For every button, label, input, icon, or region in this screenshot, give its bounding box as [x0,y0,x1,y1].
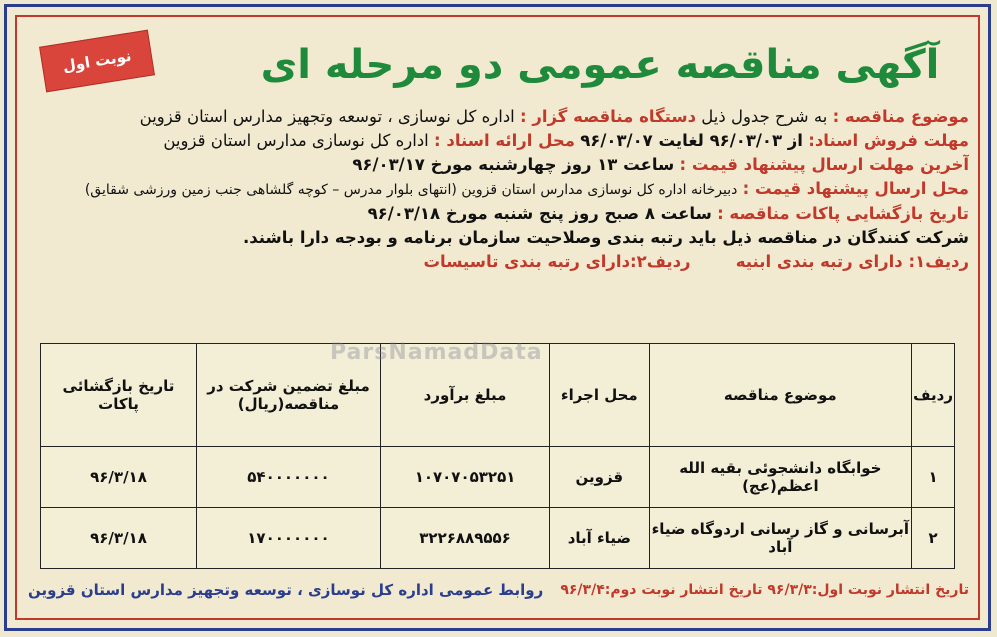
cell-estimate: ۳۲۲۶۸۸۹۵۵۶ [380,508,549,569]
subject-value: به شرح جدول ذیل [701,107,828,126]
opening-date-value: ساعت ۸ صبح روز پنج شنبه مورخ ۹۶/۰۳/۱۸ [367,204,712,223]
publish-dates: تاریخ انتشار نوبت اول:۹۶/۳/۳ تاریخ انتشار نوبت دوم:۹۶/۳/۴ [560,582,969,598]
docs-place-key: محل ارائه اسناد : [434,131,575,150]
organizer-value: اداره کل نوسازی ، توسعه وتجهیز مدارس استان قزوین [139,107,515,126]
rank-requirements [69,250,969,274]
subject-key: موضوع مناقصه : [832,107,969,126]
cell-opening-date: ۹۶/۳/۱۸ [41,508,197,569]
cell-guarantee: ۵۴۰۰۰۰۰۰۰ [196,447,380,508]
eligibility-note: شرکت کنندگان در مناقصه ذیل باید رتبه بندی وصلاحیت سازمان برنامه و بودجه دارا باشند. [242,228,969,247]
col-row-number: ردیف [912,344,955,447]
rank-2: ردیف۲:دارای رتبه بندی تاسیسات [423,252,691,271]
col-guarantee: مبلغ تضمین شرکت در مناقصه(ریال) [196,344,380,447]
table-row [41,447,955,508]
cell-estimate: ۱۰۷۰۷۰۵۳۲۵۱ [380,447,549,508]
submit-deadline-line [69,153,969,177]
col-location: محل اجراء [550,344,649,447]
first-round-badge: نوبت اول [39,30,155,93]
cell-opening-date: ۹۶/۳/۱۸ [41,447,197,508]
cell-row-number: ۲ [912,508,955,569]
docs-place-value: اداره کل نوسازی مدارس استان قزوین [163,131,429,150]
ad-details [69,105,969,274]
cell-row-number: ۱ [912,447,955,508]
col-opening-date: تاریخ بازگشائی پاکات [41,344,197,447]
submit-place-key: محل ارسال پیشنهاد قیمت : [742,179,969,198]
rank-1: ردیف۱: دارای رتبه بندی ابنیه [735,252,969,271]
cell-location: ضیاء آباد [550,508,649,569]
submit-deadline-key: آخرین مهلت ارسال پیشنهاد قیمت : [679,155,969,174]
opening-date-key: تاریخ بازگشایی پاکات مناقصه : [717,204,969,223]
ad-footer [28,573,969,607]
cell-location: قزوین [550,447,649,508]
publisher-org: روابط عمومی اداره کل نوسازی ، توسعه وتجهیز مدارس استان قزوین [28,581,544,599]
watermark: ParsNamadData [330,340,543,365]
col-estimate: مبلغ برآورد [380,344,549,447]
sale-deadline-line [69,129,969,153]
subject-line [69,105,969,129]
cell-subject: خوابگاه دانشجوئی بقیه الله اعظم(عج) [649,447,912,508]
organizer-key: دستگاه مناقصه گزار : [520,107,697,126]
submit-deadline-value: ساعت ۱۳ روز چهارشنبه مورخ ۹۶/۰۳/۱۷ [352,155,675,174]
tender-table [40,343,955,569]
cell-subject: آبرسانی و گاز رسانی اردوگاه ضیاء آباد [649,508,912,569]
table-row [41,508,955,569]
opening-date-line [69,202,969,226]
sale-deadline-value: از ۹۶/۰۳/۰۳ لغایت ۹۶/۰۳/۰۷ [580,131,803,150]
cell-guarantee: ۱۷۰۰۰۰۰۰۰ [196,508,380,569]
sale-deadline-key: مهلت فروش اسناد: [808,131,969,150]
col-subject: موضوع مناقصه [649,344,912,447]
submit-place-value: دبیرخانه اداره کل نوسازی مدارس استان قزوین (انتهای بلوار مدرس – کوچه گلشاهی جنب زمین ورزشی شقایق) [84,182,738,198]
ad-title: آگهی مناقصه عمومی دو مرحله ای [260,42,940,88]
submit-place-line [69,177,969,202]
